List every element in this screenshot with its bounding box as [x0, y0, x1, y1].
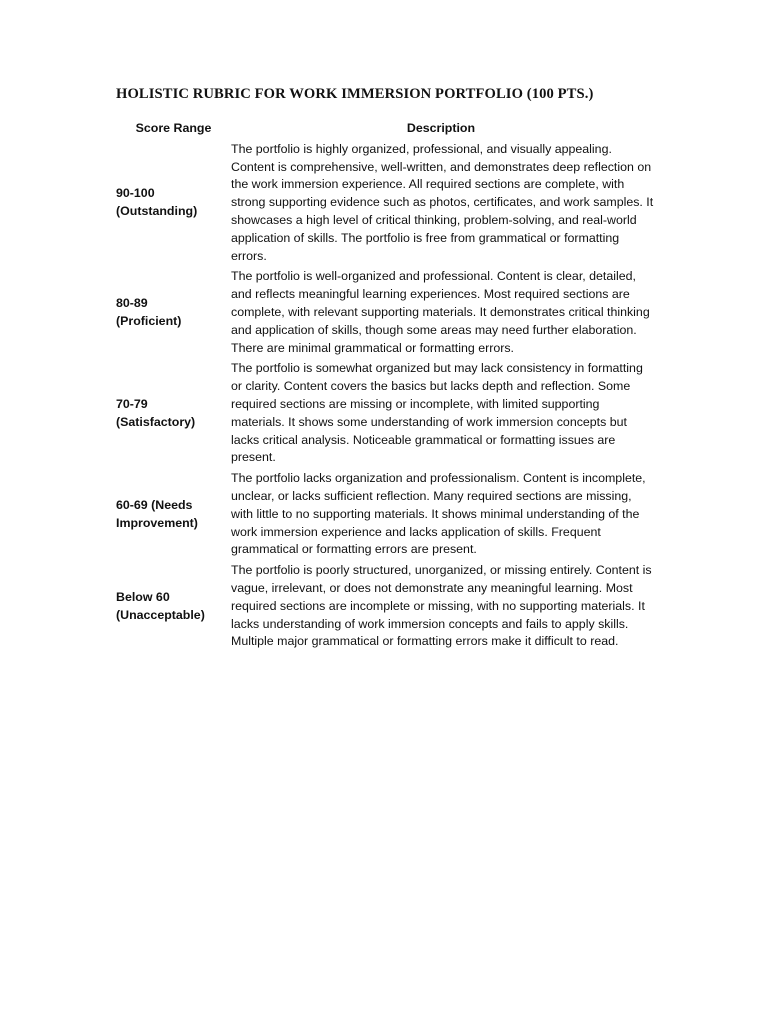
score-level-label: (Satisfactory)	[116, 414, 196, 429]
table-row	[116, 470, 656, 559]
score-range-cell	[116, 185, 231, 221]
score-level-label: (Outstanding)	[116, 204, 198, 219]
score-range-value: Below 60	[116, 589, 170, 604]
score-range-cell	[116, 497, 231, 533]
description-cell: The portfolio is highly organized, professional, and visually appealing. Content is comprehensive, well-written, and demonstrates deep reflection on the work immersion experience. All required sections are complete, with strong supporting evidence such as photos, certificates, and work samples. It showcases a high level of critical thinking, problem-solving, and real-world application of skills. The portfolio is free from grammatical or formatting errors.	[231, 141, 654, 263]
table-row	[116, 141, 656, 266]
score-range-cell	[116, 295, 231, 331]
score-range-cell	[116, 396, 231, 432]
score-level-label: Improvement)	[116, 515, 198, 530]
score-level-label: (Proficient)	[116, 313, 182, 328]
table-row	[116, 562, 656, 651]
description-cell: The portfolio lacks organization and professionalism. Content is incomplete, unclear, or lacks sufficient reflection. Many required sections are missing, with little to no supporting materials. It shows minimal understanding of the work immersion experience and lacks application of skills. Frequent grammatical or formatting errors are present.	[231, 471, 646, 557]
rubric-table	[116, 120, 656, 651]
description-cell: The portfolio is poorly structured, unorganized, or missing entirely. Content is vague, irrelevant, or does not demonstrate any meaningful learning. Most required sections are incomplete or missing, with no supporting materials. It lacks understanding of work immersion concepts and fails to apply skills. Multiple major grammatical or formatting errors make it difficult to read.	[231, 563, 652, 649]
score-range-value: 70-79	[116, 396, 148, 411]
score-range-value: 80-89	[116, 296, 148, 311]
table-header-row	[116, 120, 656, 138]
description-header: Description	[406, 121, 476, 135]
score-range-value: 60-69 (Needs	[116, 497, 193, 512]
description-cell: The portfolio is somewhat organized but may lack consistency in formatting or clarity. Content covers the basics but lacks depth and reflection. Some required sections are missing or incomplete, with limited supporting materials. It shows some understanding of work immersion concepts but lacks critical analysis. Noticeable grammatical or formatting issues are present.	[231, 361, 643, 465]
description-cell: The portfolio is well-organized and professional. Content is clear, detailed, and reflects meaningful learning experiences. Most required sections are complete, with relevant supporting materials. It demonstrates critical thinking and application of skills, though some areas may need further elaboration. There are minimal grammatical or formatting errors.	[231, 269, 650, 355]
score-range-cell	[116, 589, 231, 625]
table-row	[116, 268, 656, 357]
document-title: HOLISTIC RUBRIC FOR WORK IMMERSION PORTFOLIO (100 PTS.)	[116, 86, 594, 102]
score-range-header: Score Range	[135, 121, 212, 135]
score-level-label: (Unacceptable)	[116, 607, 205, 622]
table-row	[116, 360, 656, 467]
score-range-value: 90-100	[116, 186, 155, 201]
document-page	[116, 86, 656, 654]
